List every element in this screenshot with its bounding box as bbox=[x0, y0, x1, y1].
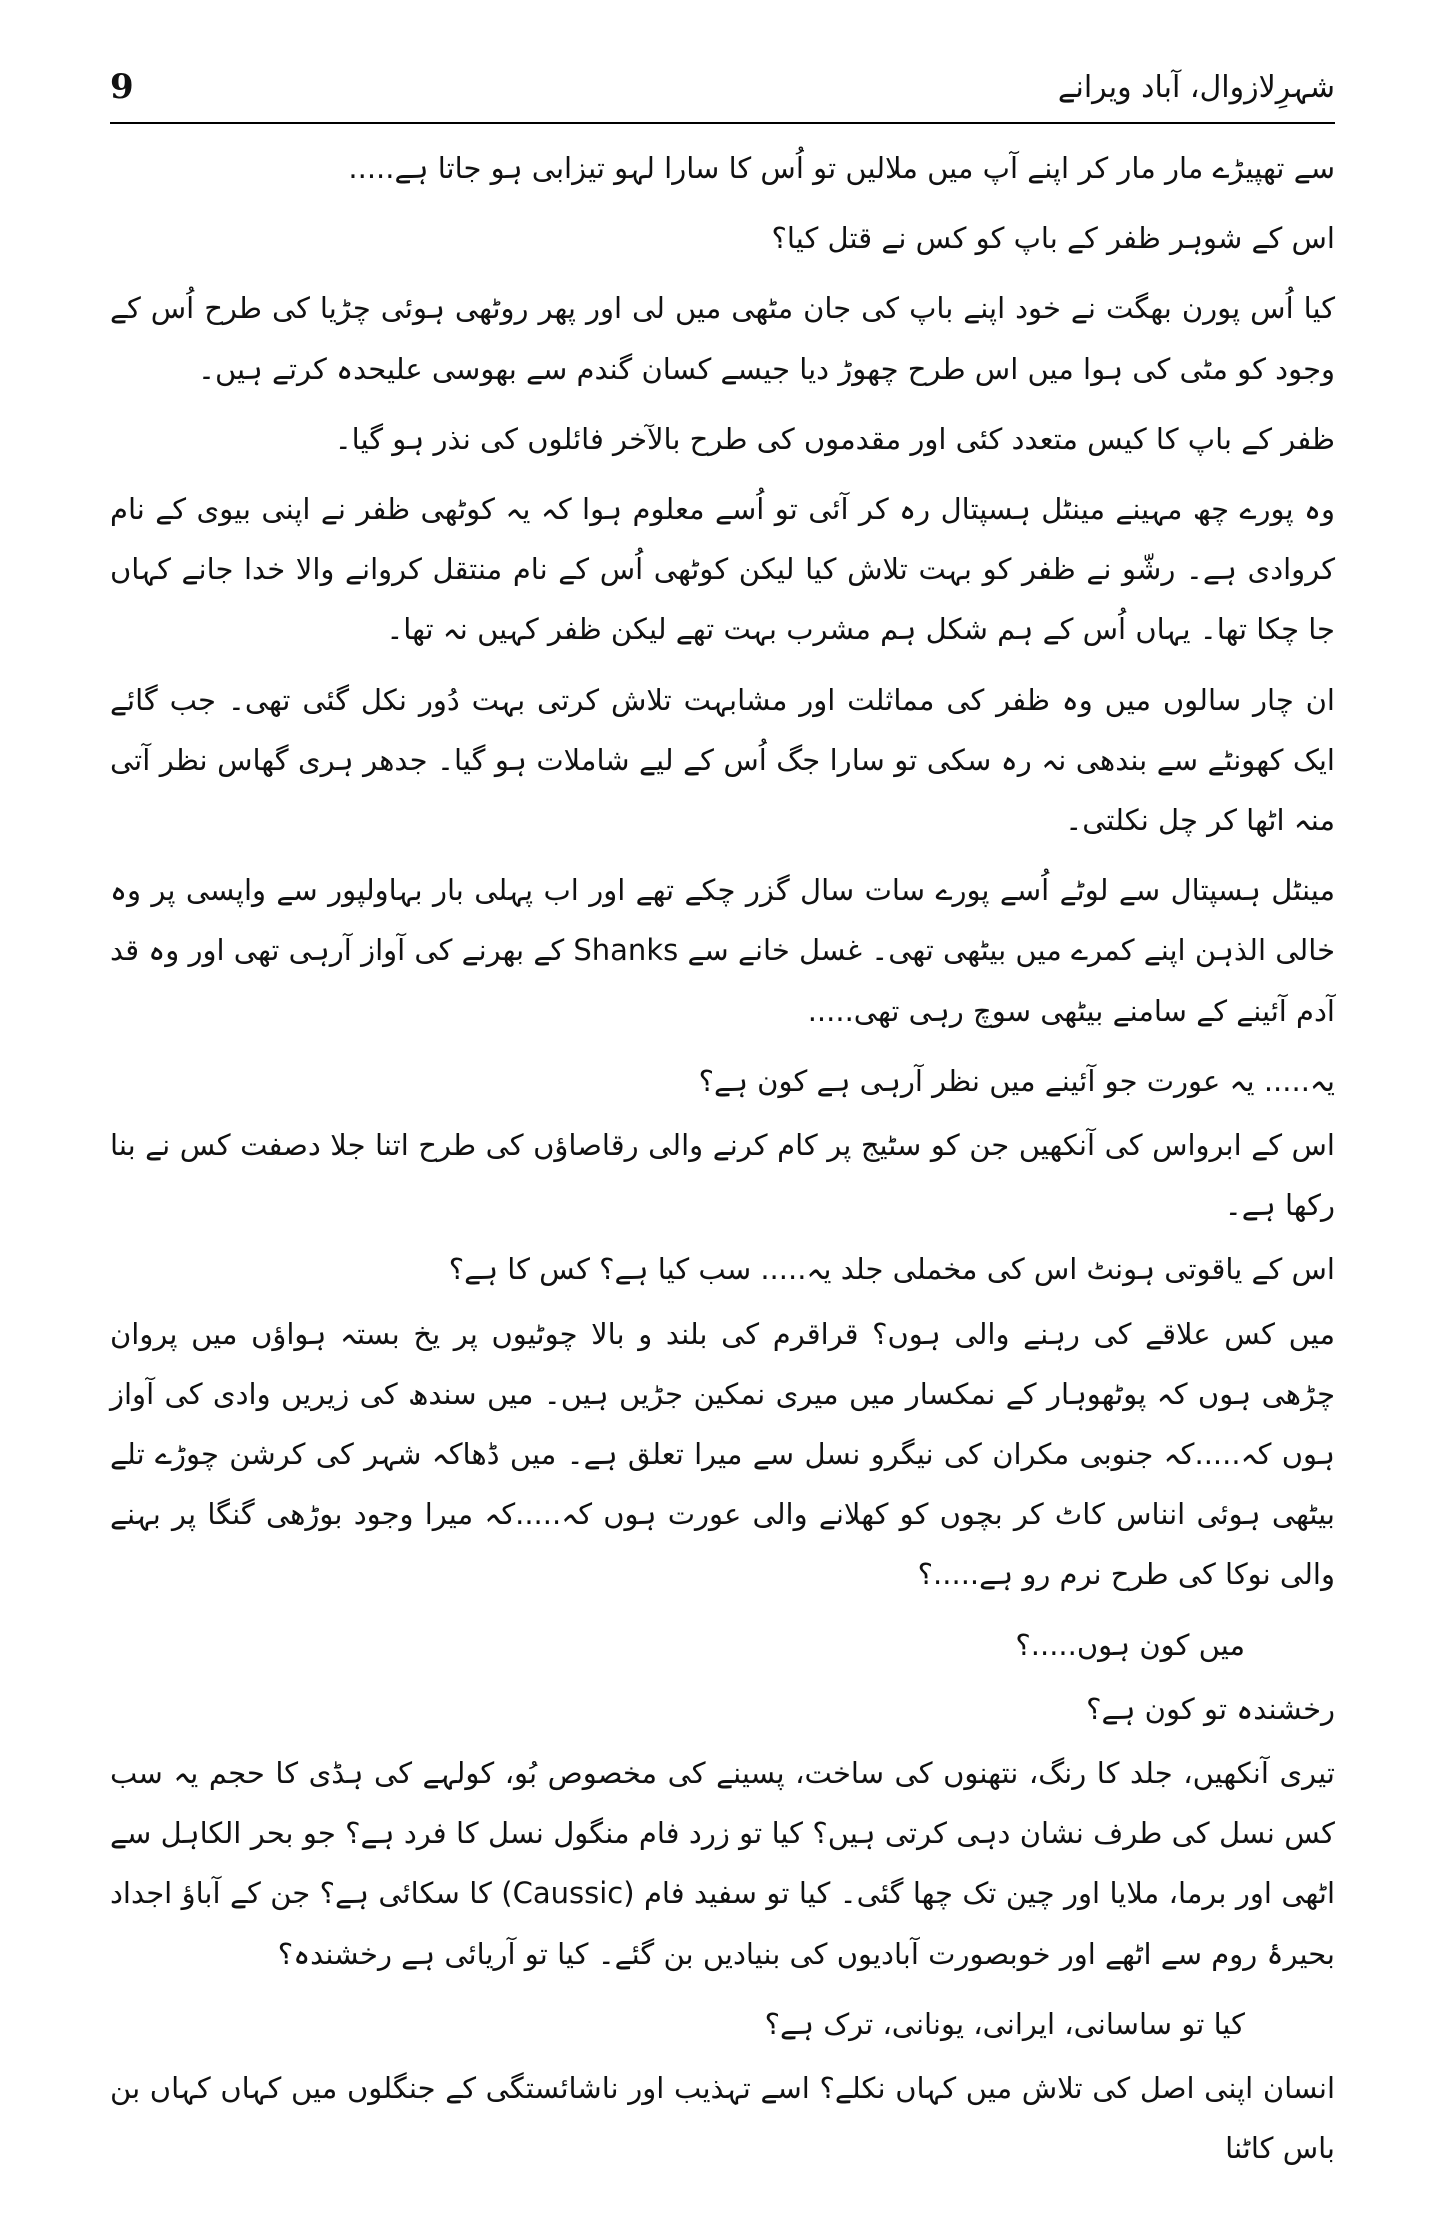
paragraph: مینٹل ہسپتال سے لوٹے اُسے پورے سات سال گزر چکے تھے اور اب پہلی بار بہاولپور سے واپسی پر وہ خالی الذہن اپنے کمرے میں بیٹھی تھی۔ غسل خانے سے Shanks کے بھرنے کی آواز آرہی تھی اور وہ قد آدم آئینے کے سامنے بیٹھی سوچ رہی تھی..... bbox=[110, 873, 1335, 1028]
paragraph: تیری آنکھیں، جلد کا رنگ، نتھنوں کی ساخت، پسینے کی مخصوص بُو، کولہے کی ہڈی کا حجم یہ سب کس نسل کی طرف نشان دہی کرتی ہیں؟ کیا تو زرد فام منگول نسل کا فرد ہے؟ جو بحر الکاہل سے اٹھی اور برما، ملایا اور چین تک چھا گئی۔ کیا تو سفید فام (Caussic) کا سکائی ہے؟ جن کے آباؤ اجداد بحیرۂ روم سے اٹھے اور خوبصورت آبادیوں کی بنیادیں بن گئے۔ کیا تو آریائی ہے رخشندہ؟ bbox=[110, 1756, 1336, 1971]
paragraph: میں کس علاقے کی رہنے والی ہوں؟ قراقرم کی بلند و بالا چوٹیوں پر یخ بستہ ہواؤں میں پروان چڑھی ہوں کہ پوٹھوہار کے نمکسار میں میری نمکین جڑیں ہیں۔ میں سندھ کی زیریں وادی کی آواز ہوں کہ.....کہ جنوبی مکران کی نیگرو نسل سے میرا تعلق ہے۔ میں ڈھاکہ شہر کی کرشن چوڑے تلے بیٹھی ہوئی انناس کاٹ کر بچوں کو کھلانے والی عورت ہوں کہ.....کہ میرا وجود بوڑھی گنگا پر بہنے والی نوکا کی طرح نرم رو ہے.....؟ bbox=[110, 1316, 1335, 1592]
running-title: شہرِلازوال، آباد ویرانے bbox=[1057, 69, 1335, 105]
page-header bbox=[110, 52, 1335, 124]
paragraph: اس کے شوہر ظفر کے باپ کو کس نے قتل کیا؟ bbox=[771, 221, 1335, 256]
paragraph: وہ پورے چھ مہینے مینٹل ہسپتال رہ کر آئی تو اُسے معلوم ہوا کہ یہ کوٹھی ظفر نے اپنی بیوی کے نام کروادی ہے۔ رشّو نے ظفر کو بہت تلاش کیا لیکن کوٹھی اُس کے نام منتقل کروانے والا خدا جانے کہاں جا چکا تھا۔ یہاں اُس کے ہم شکل ہم مشرب بہت تھے لیکن ظفر کہیں نہ تھا۔ bbox=[110, 492, 1335, 647]
page-body bbox=[110, 138, 1335, 2189]
paragraph: اس کے ابرواس کی آنکھیں جن کو سٹیج پر کام کرنے والی رقاصاؤں کی طرح اتنا جلا دصفت کس نے بنا رکھا ہے۔ bbox=[110, 1128, 1335, 1223]
paragraph: انسان اپنی اصل کی تلاش میں کہاں نکلے؟ اسے تہذیب اور ناشائستگی کے جنگلوں میں کہاں کہاں بن باس کاٹنا bbox=[110, 2071, 1335, 2166]
paragraph: سے تھپیڑے مار مار کر اپنے آپ میں ملالیں تو اُس کا سارا لہو تیزابی ہو جاتا ہے..... bbox=[348, 151, 1335, 185]
paragraph: رخشندہ تو کون ہے؟ bbox=[1086, 1691, 1335, 1726]
paragraph: یہ..... یہ عورت جو آئینے میں نظر آرہی ہے کون ہے؟ bbox=[698, 1063, 1335, 1098]
paragraph: ان چار سالوں میں وہ ظفر کی مماثلت اور مشابہت تلاش کرتی بہت دُور نکل گئی تھی۔ جب گائے ایک کھونٹے سے بندھی نہ رہ سکی تو سارا جگ اُس کے لیے شاملات ہو گیا۔ جدھر ہری گھاس نظر آتی منہ اٹھا کر چل نکلتی۔ bbox=[110, 682, 1335, 838]
paragraph: ظفر کے باپ کا کیس متعدد کئی اور مقدموں کی طرح بالآخر فائلوں کی نذر ہو گیا۔ bbox=[334, 421, 1335, 456]
paragraph: کیا اُس پورن بھگت نے خود اپنے باپ کی جان مٹھی میں لی اور پھر روٹھی ہوئی چڑیا کی طرح اُس کے وجود کو مٹی کی ہوا میں اس طرح چھوڑ دیا جیسے کسان گندم سے بھوسی علیحدہ کرتے ہیں۔ bbox=[110, 291, 1335, 386]
paragraph: اس کے یاقوتی ہونٹ اس کی مخملی جلد یہ..... سب کیا ہے؟ کس کا ہے؟ bbox=[448, 1252, 1335, 1287]
paragraph: میں کون ہوں.....؟ bbox=[1015, 1627, 1245, 1662]
paragraph: کیا تو ساسانی، ایرانی، یونانی، ترک ہے؟ bbox=[764, 2006, 1245, 2041]
page-number: 9 bbox=[110, 67, 134, 107]
